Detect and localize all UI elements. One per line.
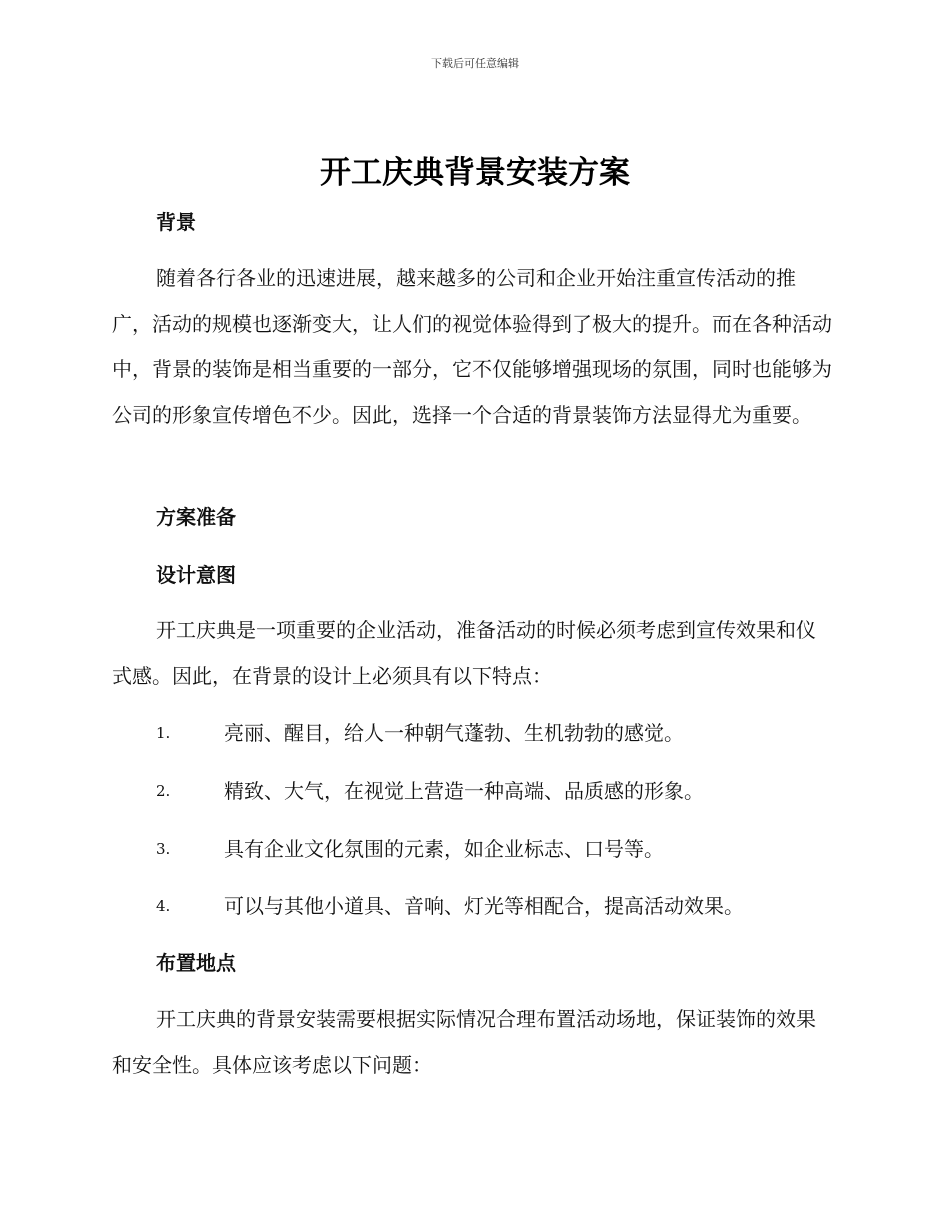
list-item	[0, 834, 950, 864]
list-text: 可以与其他小道具、音响、灯光等相配合，提高活动效果。	[224, 894, 744, 918]
list-text: 具有企业文化氛围的元素，如企业标志、口号等。	[224, 837, 664, 861]
list-text: 精致、大气，在视觉上营造一种高端、品质感的形象。	[224, 779, 704, 803]
background-paragraph: 随着各行各业的迅速进展，越来越多的公司和企业开始注重宣传活动的推广，活动的规模也逐渐变大，让人们的视觉体验得到了极大的提升。而在各种活动中，背景的装饰是相当重要的一部分，它不仅能够增强现场的氛围，同时也能够为公司的形象宣传增色不少。因此，选择一个合适的背景装饰方法显得尤为重要。	[112, 266, 832, 427]
list-number: 3.	[156, 840, 171, 858]
list-text: 亮丽、醒目，给人一种朝气蓬勃、生机勃勃的感觉。	[224, 721, 684, 745]
list-number: 4.	[156, 897, 171, 915]
list-item	[0, 718, 950, 748]
section-heading-location: 布置地点	[156, 951, 236, 975]
section-heading-design: 设计意图	[156, 563, 236, 587]
list-item	[0, 776, 950, 806]
design-paragraph: 开工庆典是一项重要的企业活动，准备活动的时候必须考虑到宣传效果和仪式感。因此，在背景的设计上必须具有以下特点：	[112, 618, 816, 688]
section-heading-background: 背景	[156, 210, 196, 234]
list-item	[0, 891, 950, 921]
section-heading-prep: 方案准备	[156, 505, 236, 529]
location-paragraph: 开工庆典的背景安装需要根据实际情况合理布置活动场地，保证装饰的效果和安全性。具体应该考虑以下问题：	[112, 1007, 816, 1077]
list-number: 1.	[156, 724, 171, 742]
list-number: 2.	[156, 782, 171, 800]
document-title: 开工庆典背景安装方案	[320, 155, 630, 191]
header-note: 下载后可任意编辑	[431, 57, 519, 70]
